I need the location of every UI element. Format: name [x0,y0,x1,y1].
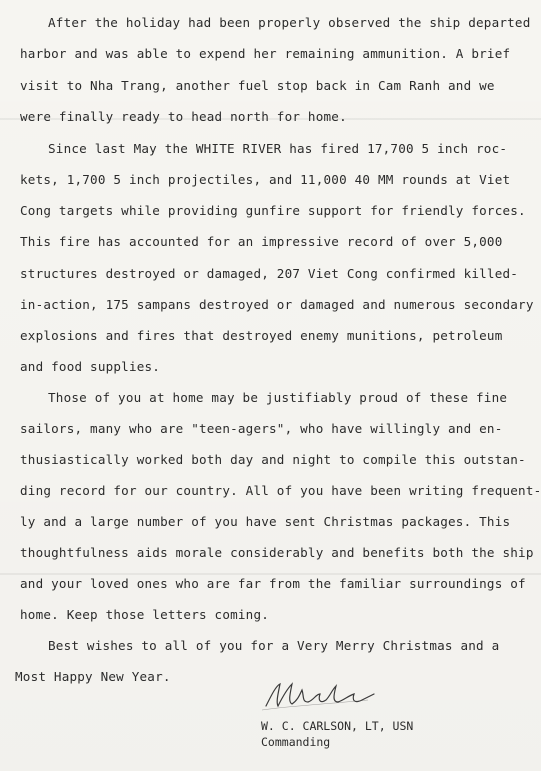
letter-line: harbor and was able to expend her remaining ammunition. A brief [20,46,511,61]
letter-line: ly and a large number of you have sent Christmas packages. This [20,514,511,529]
letter-line: ding record for our country. All of you have been writing frequent- [20,483,541,498]
letter-line: Most Happy New Year. [15,669,171,684]
letter-line: sailors, many who are "teen-agers", who have willingly and en- [20,421,503,436]
letter-line: and your loved ones who are far from the familiar surroundings of [20,576,526,591]
letter-line: thoughtfulness aids morale considerably and benefits both the ship [20,545,534,560]
letter-line: This fire has accounted for an impressive record of over 5,000 [20,234,503,249]
paper-crease [0,573,541,575]
letter-line: After the holiday had been properly observed the ship departed [48,15,531,30]
letter-line: home. Keep those letters coming. [20,607,270,622]
signature-name: W. C. CARLSON, LT, USN [261,719,414,733]
letter-line: Best wishes to all of you for a Very Merry Christmas and a [48,638,500,653]
letter-line: structures destroyed or damaged, 207 Viet Cong confirmed killed- [20,266,519,281]
letter-line: and food supplies. [20,359,161,374]
letter-line: kets, 1,700 5 inch projectiles, and 11,000 40 MM rounds at Viet [20,172,511,187]
letter-line: Those of you at home may be justifiably proud of these fine [48,390,508,405]
letter-line: Since last May the WHITE RIVER has fired 17,700 5 inch roc- [48,141,508,156]
letter-line: were finally ready to head north for home. [20,109,347,124]
letter-line: Cong targets while providing gunfire support for friendly forces. [20,203,526,218]
letter-line: thusiastically worked both day and night to compile this outstan- [20,452,526,467]
letter-line: in-action, 175 sampans destroyed or damaged and numerous secondary [20,297,534,312]
letter-line: visit to Nha Trang, another fuel stop back in Cam Ranh and we [20,78,495,93]
letter-line: explosions and fires that destroyed enemy munitions, petroleum [20,328,503,343]
handwritten-signature [258,676,378,716]
signature-title: Commanding [261,735,331,749]
